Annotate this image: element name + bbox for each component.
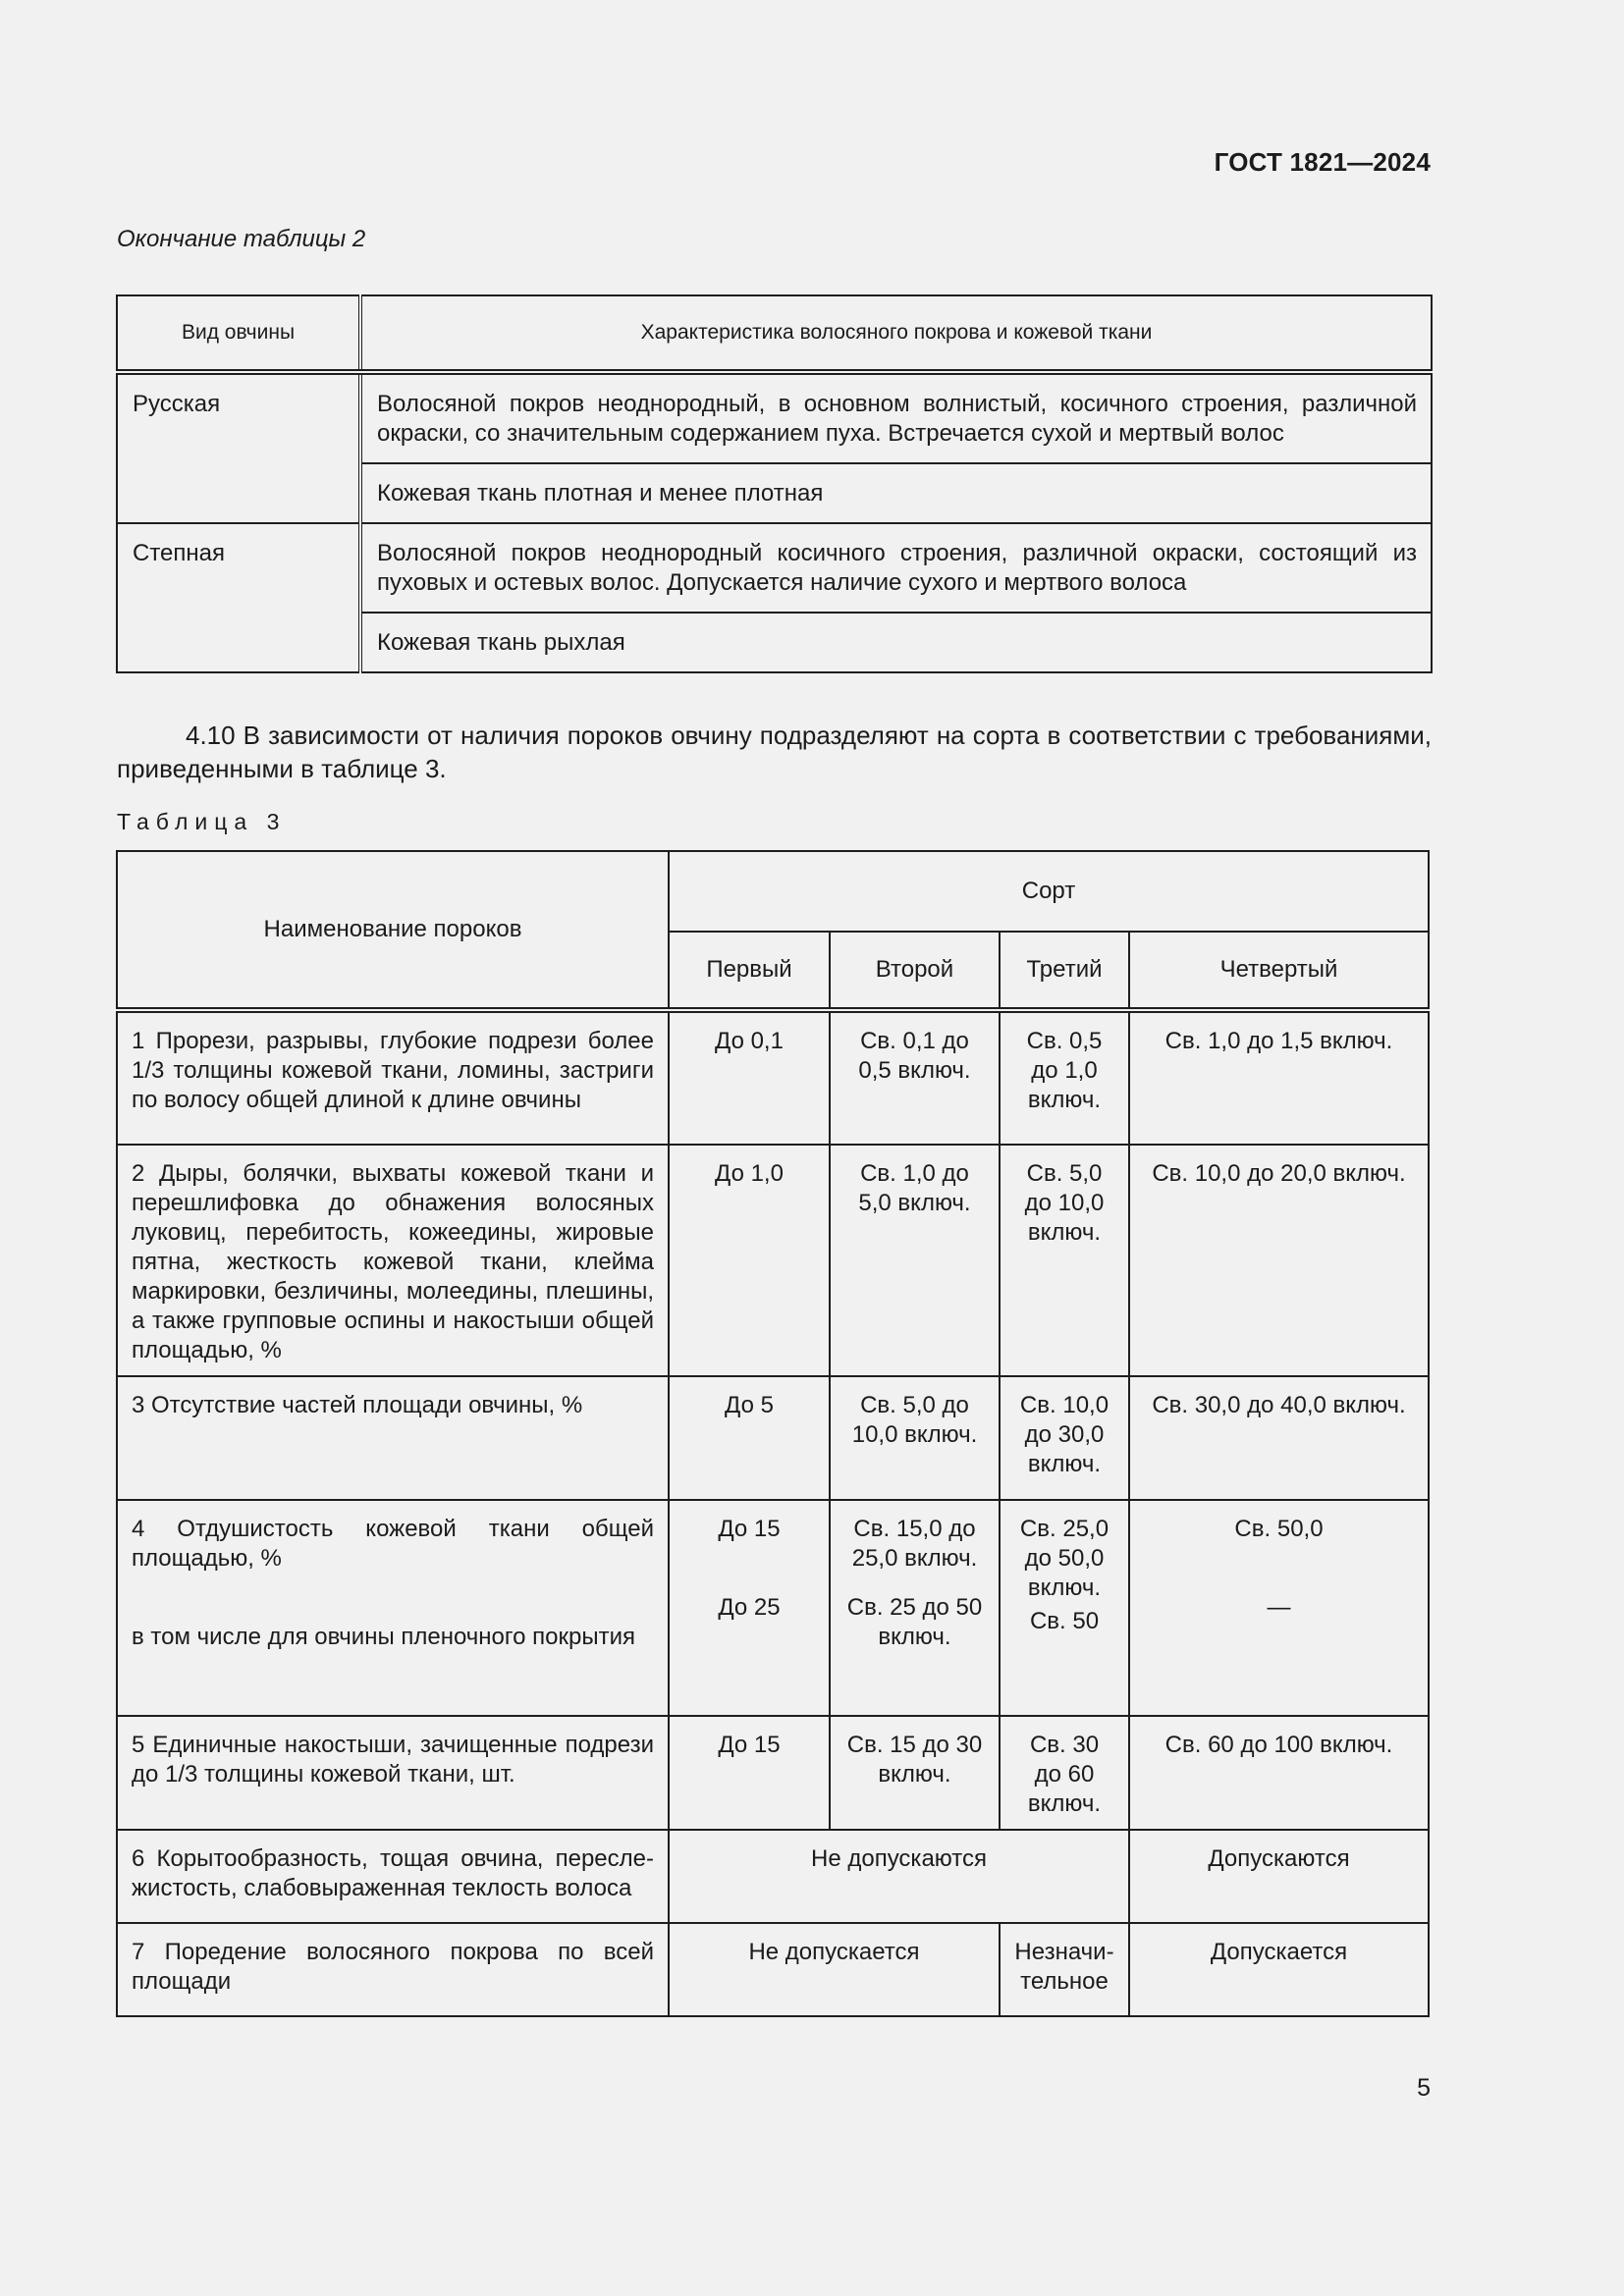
value-cell: Св. 0,1 до 0,5 включ.: [830, 1010, 1000, 1145]
value-text: Св. 25,0 до 50,0 включ.: [1019, 1516, 1110, 1601]
table-row: [117, 1830, 1429, 1923]
value-cell: [830, 1500, 1000, 1716]
hair-cell: Волосяной покров неоднородный косичного строения, различной окраски, состоящий из пуховых и остевых волос. Допускается наличие сухого и мертвого волоса: [360, 523, 1432, 613]
table-header-row: [117, 295, 1432, 372]
table-2: [116, 294, 1433, 673]
sub-value-text: До 25: [718, 1594, 781, 1621]
value-cell: Св. 10,0 до 30,0 включ.: [1000, 1376, 1129, 1500]
merged-value-cell: Не допускаются: [669, 1830, 1129, 1923]
value-cell: Св. 30,0 до 40,0 включ.: [1129, 1376, 1429, 1500]
document-code: ГОСТ 1821—2024: [1214, 147, 1431, 177]
value-cell: До 5: [669, 1376, 830, 1500]
table-3: [116, 850, 1430, 2017]
value-cell: Св. 1,0 до 1,5 включ.: [1129, 1010, 1429, 1145]
value-cell: Св. 10,0 до 20,0 включ.: [1129, 1145, 1429, 1376]
skin-cell: Кожевая ткань плотная и менее плотная: [360, 463, 1432, 523]
sub-value-text: —: [1267, 1594, 1291, 1621]
sub-defect-text: в том числе для овчины пленочного покрытия: [132, 1624, 635, 1650]
defect-text: 4 Отдушистость кожевой ткани общей площадью, %: [132, 1516, 654, 1572]
defect-cell: 6 Корытообразность, тощая овчина, пересле-жистость, слабовыраженная теклость волоса: [117, 1830, 669, 1923]
value-cell: Св. 1,0 до 5,0 включ.: [830, 1145, 1000, 1376]
value-cell: [1000, 1500, 1129, 1716]
value-cell: Св. 60 до 100 включ.: [1129, 1716, 1429, 1830]
value-cell: Св. 30 до 60 включ.: [1000, 1716, 1129, 1830]
defect-cell: 3 Отсутствие частей площади овчины, %: [117, 1376, 669, 1500]
table-row: [117, 1500, 1429, 1716]
value-cell: До 15: [669, 1716, 830, 1830]
value-cell: Допускаются: [1129, 1830, 1429, 1923]
defect-cell: 1 Прорези, разрывы, глубокие подрези более 1/3 толщины кожевой ткани, ломины, застриги по волосу общей длиной к длине овчины: [117, 1010, 669, 1145]
grade-header: Третий: [1000, 932, 1129, 1010]
table-row: [117, 372, 1432, 463]
defect-cell: 5 Единичные накостыши, зачищенные подрези до 1/3 толщины кожевой ткани, шт.: [117, 1716, 669, 1830]
kind-cell: Степная: [117, 523, 360, 672]
value-cell: [669, 1500, 830, 1716]
value-cell: До 1,0: [669, 1145, 830, 1376]
column-header-defect: Наименование пороков: [117, 851, 669, 1010]
value-text: Св. 15,0 до 25,0 включ.: [851, 1516, 978, 1572]
sub-value-text: Св. 50: [1029, 1608, 1100, 1634]
grade-header: Второй: [830, 932, 1000, 1010]
table-header-row: [117, 851, 1429, 932]
table-row: [117, 523, 1432, 613]
grade-header: Четвертый: [1129, 932, 1429, 1010]
page-number: 5: [1417, 2074, 1431, 2102]
skin-cell: Кожевая ткань рыхлая: [360, 613, 1432, 672]
kind-cell: Русская: [117, 372, 360, 523]
paragraph-4-10: 4.10 В зависимости от наличия пороков овчину подразделяют на сорта в соответствии с требованиями, приведенными в таблице 3.: [117, 721, 1432, 783]
table-row: [117, 1716, 1429, 1830]
value-cell: [1129, 1500, 1429, 1716]
defect-cell: 2 Дыры, болячки, выхваты кожевой ткани и перешлифовка до обнажения волосяных луковиц, перебитость, кожеедины, жировые пятна, жесткость кожевой ткани, клейма маркировки, безличины, молеедины, плешины, а также групповые оспины и накостыши общей площадью, %: [117, 1145, 669, 1376]
value-cell: Незначи-тельное: [1000, 1923, 1129, 2016]
value-text: Св. 50,0: [1234, 1516, 1324, 1542]
hair-cell: Волосяной покров неоднородный, в основном волнистый, косичного строения, различной окраски, со значительным содержанием пуха. Встречается сухой и мертвый волос: [360, 372, 1432, 463]
defect-cell: [117, 1500, 669, 1716]
column-header-kind: Вид овчины: [117, 295, 360, 372]
column-header-sort: Сорт: [669, 851, 1429, 932]
value-cell: Св. 5,0 до 10,0 включ.: [830, 1376, 1000, 1500]
value-cell: Св. 5,0 до 10,0 включ.: [1000, 1145, 1129, 1376]
table3-caption: Таблица 3: [117, 809, 287, 834]
column-header-characteristics: Характеристика волосяного покрова и кожевой ткани: [360, 295, 1432, 372]
table-row: [117, 1010, 1429, 1145]
table2-caption: Окончание таблицы 2: [117, 226, 366, 252]
value-text: До 15: [718, 1516, 781, 1542]
value-cell: Св. 0,5 до 1,0 включ.: [1000, 1010, 1129, 1145]
merged-value-cell: Не допускается: [669, 1923, 1000, 2016]
table-row: [117, 1145, 1429, 1376]
value-cell: Допускается: [1129, 1923, 1429, 2016]
value-cell: Св. 15 до 30 включ.: [830, 1716, 1000, 1830]
table-row: [117, 1923, 1429, 2016]
value-cell: До 0,1: [669, 1010, 830, 1145]
defect-cell: 7 Поредение волосяного покрова по всей площади: [117, 1923, 669, 2016]
sub-value-text: Св. 25 до 50 включ.: [846, 1594, 983, 1650]
table-row: [117, 1376, 1429, 1500]
grade-header: Первый: [669, 932, 830, 1010]
